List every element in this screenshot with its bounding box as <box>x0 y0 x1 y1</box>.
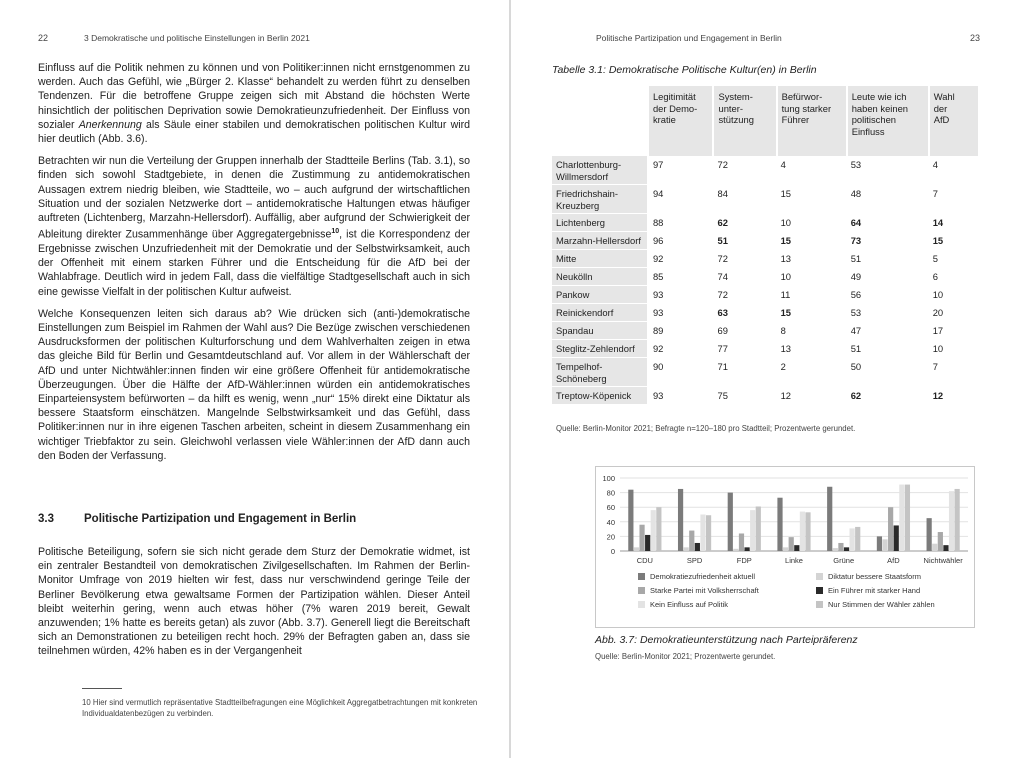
bar-linke-2 <box>789 537 794 551</box>
paragraph <box>38 61 470 146</box>
table-cell: 51 <box>847 250 929 268</box>
section-number: 3.3 <box>38 513 54 525</box>
table-cell: 53 <box>847 156 929 185</box>
district-name-line: Reinickendorf <box>556 307 614 318</box>
table-row <box>552 268 979 286</box>
paragraph <box>38 307 470 463</box>
district-name <box>552 286 648 304</box>
table-cell: 13 <box>777 340 847 358</box>
table-cell: 63 <box>713 304 776 322</box>
legend-label: Starke Partei mit Volksherrschaft <box>650 586 759 595</box>
table-header-row <box>552 86 979 156</box>
bar-grüne-0 <box>827 487 832 551</box>
table-cell: 6 <box>929 268 979 286</box>
x-tick-label: AfD <box>887 556 900 565</box>
table-cell: 84 <box>713 185 776 214</box>
header-cell <box>777 86 847 156</box>
district-name <box>552 185 648 214</box>
table-cell: 89 <box>648 322 714 340</box>
district-name-line: Treptow-Köpenick <box>556 390 632 401</box>
legend-swatch <box>638 587 645 594</box>
y-tick-label: 20 <box>606 532 615 542</box>
table-cell: 51 <box>847 340 929 358</box>
header-line: System- <box>718 91 753 102</box>
header-line: Einfluss <box>851 125 885 137</box>
section-title: Politische Partizipation und Engagement in Berlin <box>84 513 357 525</box>
district-name <box>552 214 648 232</box>
table-cell: 50 <box>847 358 929 387</box>
footnote-ref: 10 <box>331 228 340 236</box>
bar-fdp-3 <box>744 547 749 551</box>
header-line: Legitimität <box>652 91 696 102</box>
header-line: Leute wie ich <box>851 91 907 102</box>
table-cell: 15 <box>777 232 847 250</box>
bar-nichtwähler-5 <box>955 489 960 551</box>
table-cell: 77 <box>713 340 776 358</box>
legend-swatch <box>816 573 823 580</box>
table-cell: 4 <box>929 156 979 185</box>
bar-nichtwähler-1 <box>932 544 937 551</box>
bar-fdp-1 <box>733 549 738 551</box>
table-cell: 51 <box>713 232 776 250</box>
table-cell: 94 <box>648 185 714 214</box>
legend-swatch <box>816 587 823 594</box>
header-cell <box>929 86 979 156</box>
table-cell: 10 <box>929 340 979 358</box>
legend-label: Demokratiezufriedenheit aktuell <box>650 572 756 581</box>
text-segment: Einfluss auf die Politik nehmen zu können und von Politiker:innen nicht ernstgenommen zu werden. Auch das Gefühl, wie „Bürger 2. Klasse“ behandelt zu werden führt zu denselben Tendenzen. Für die betroffene Gruppe zeigen sich mit Abstand die höchsten Werte hinsichtlich der politischen Deprivation sowie Demokratieunzufriedenheit. Der Einfluss von sozialer <box>38 62 470 131</box>
bar-fdp-5 <box>756 506 761 551</box>
table-cell: 92 <box>648 340 714 358</box>
legend-label: Diktatur bessere Staatsform <box>828 572 921 581</box>
table-cell: 93 <box>648 304 714 322</box>
header-line: kratie <box>652 114 676 125</box>
table-cell: 72 <box>713 286 776 304</box>
table-cell: 10 <box>929 286 979 304</box>
text-segment: Betrachten wir nun die Verteilung der Gruppen innerhalb der Stadtteile Berlins (Tab. 3.1), so finden sich sowohl Stadtgebiete, in denen die Zustimmung zu antidemokratischen Aussagen extrem niedrig bleiben, wie Stadtteile, wo – auch aufgrund der wirtschaftlichen Situation und der sozialen Netzwerke dort – antidemokratische Haltungen etwas häufiger auftreten (Lichtenberg, Marzahn-Hellersdorf). Auffällig, aber aufgrund der Schwierigkeit der Ableitung direkter Zusammenhänge über Aggregatergebnisse <box>38 155 470 241</box>
table-cell: 20 <box>929 304 979 322</box>
table-cell: 4 <box>777 156 847 185</box>
header-line: unter- <box>718 102 743 114</box>
bar-grüne-2 <box>838 543 843 551</box>
y-tick-label: 80 <box>606 488 615 498</box>
bar-afd-0 <box>877 536 882 551</box>
district-name-line: Spandau <box>556 325 594 336</box>
district-name <box>552 322 648 340</box>
legend-swatch <box>638 573 645 580</box>
table-cell: 5 <box>929 250 979 268</box>
bar-chart <box>595 466 975 628</box>
x-tick-label: SPD <box>686 556 703 565</box>
bar-cdu-4 <box>651 510 656 551</box>
bar-afd-1 <box>882 539 887 551</box>
table-cell: 64 <box>847 214 929 232</box>
bar-spd-3 <box>695 543 700 551</box>
district-name <box>552 358 648 387</box>
table-cell: 75 <box>713 387 776 405</box>
header-line: der Demo- <box>652 102 698 114</box>
text-segment: als Säule einer stabilen und demokratischen politischen Kultur wird hier deutlich (Abb. 3.6). <box>38 118 470 146</box>
table-row <box>552 322 979 340</box>
bar-afd-4 <box>899 485 904 551</box>
table-row <box>552 340 979 358</box>
bar-cdu-0 <box>628 490 633 551</box>
table-cell: 62 <box>847 387 929 405</box>
text-segment: , ist die Korrespondenz der Ergebnisse zwischen Unzufriedenheit mit der Demokratie und der Selbstwirksamkeit, auch der Offenheit mit einem starken Führer und die Entscheidung für die AfD bei der Wahlabfrage. Deutlich wird in jedem Fall, dass die vielfältige Stadtgesellschaft auch in sich eine gewisse Vielfalt in der politischen Kultur aufweist. <box>38 228 470 298</box>
running-head-right: Politische Partizipation und Engagement in Berlin <box>596 33 782 43</box>
table-cell: 15 <box>777 304 847 322</box>
text-segment: Anerkennung <box>78 118 142 131</box>
text-segment: Welche Konsequenzen leiten sich daraus ab? Wie drücken sich (anti-)demokratische Einstellungen zum Beispiel im Rahmen der Wahl aus? Die Bezüge zwischen verschiedenen Ausdrucksformen der politischen Kulturforschung und dem Wahlverhalten zeigen in etwa das gleiche Bild für Berlin und Gesamtdeutschland auf. Vor allem in der Wählerschaft der AfD und unter Nichtwähler:innen finden wir eine größere Offenheit für antidemokratische Überzeugungen. Über die Hälfte der AfD-Wähler:innen würden ein antidemokratisches Einparteiensystem befürworten – da hilft es wenig, wenn „nur“ 15% direkt eine Diktatur als bessere Staatsform einschätzen. Mangelnde Selbstwirksamkeit und das Gefühl, dass Politiker:innen nur in ihre eigenen Taschen arbeiten, scheint in diesem Zusammenhang ein wichtiger Triebfaktor zu sein. Gleichwohl verlassen viele Wähler:innen der AfD dann auch den Boden der Verfassung. <box>38 307 470 462</box>
bar-linke-0 <box>777 498 782 551</box>
district-name-line: Willmersdorf <box>556 170 609 182</box>
table-cell: 73 <box>847 232 929 250</box>
y-tick-label: 0 <box>610 547 615 556</box>
table-cell: 93 <box>648 387 714 405</box>
bar-spd-5 <box>706 515 711 551</box>
bar-grüne-1 <box>833 548 838 551</box>
bar-afd-2 <box>888 507 893 551</box>
bar-linke-5 <box>805 512 810 551</box>
table-cell: 2 <box>777 358 847 387</box>
table-cell: 49 <box>847 268 929 286</box>
district-name <box>552 250 648 268</box>
x-tick-label: CDU <box>636 556 653 565</box>
table-cell: 12 <box>777 387 847 405</box>
bar-grüne-3 <box>844 547 849 551</box>
table-cell: 93 <box>648 286 714 304</box>
table-row <box>552 232 979 250</box>
table-cell: 96 <box>648 232 714 250</box>
bar-cdu-3 <box>645 535 650 551</box>
district-name-line: Tempelhof- <box>556 361 603 372</box>
bar-fdp-0 <box>728 493 733 551</box>
legend-label: Ein Führer mit starker Hand <box>828 586 921 595</box>
body-text-left <box>38 61 470 471</box>
table-row <box>552 250 979 268</box>
table-cell: 88 <box>648 214 714 232</box>
paragraph <box>38 154 470 299</box>
table-cell: 72 <box>713 156 776 185</box>
table-row <box>552 214 979 232</box>
table-cell: 69 <box>713 322 776 340</box>
district-name <box>552 340 648 358</box>
footnote: 10 Hier sind vermutlich repräsentative Stadtteilbefragungen eine Möglichkeit Aggregatbetrachtungen mit konkreten Individualdatenbezügen zu verbinden. <box>82 698 478 718</box>
table-row <box>552 286 979 304</box>
bar-fdp-4 <box>750 510 755 551</box>
table-row <box>552 185 979 214</box>
section-paragraph: Politische Beteiligung, sofern sie sich nicht gerade dem Sturz der Demokratie widmet, ist ein zentraler Bestandteil von demokratischen Zivilgesellschaften. Im Rahmen der Berlin-Monitor Umfrage von 2019 hielten wir fest, dass nur verschwindend geringe Teile der Berliner Bevölkerung etwa gewaltsame Formen der Partizipation wählen. Dieser Anteil bleibt weiterhin gering, wenn auch etwas höher (7% waren 2019 bereit, Gewalt anzuwenden; 1% hatte es bereits getan) als zuvor (Abb. 3.7). Generell liegt die Bereitschaft sich an Demonstrationen zu beteiligen recht hoch. 29% der Befragten gaben an, dass sie teilnehmen würden, 42% haben es in der Vergangenheit <box>38 546 470 658</box>
section-heading <box>38 513 356 525</box>
x-tick-label: Grüne <box>833 556 855 565</box>
district-table <box>552 86 980 405</box>
table-cell: 92 <box>648 250 714 268</box>
bar-spd-1 <box>684 547 689 551</box>
bar-spd-0 <box>678 489 683 551</box>
legend-label: Nur Stimmen der Wähler zählen <box>828 600 935 609</box>
table-cell: 62 <box>713 214 776 232</box>
table-body <box>552 156 979 405</box>
legend-swatch <box>816 601 823 608</box>
table-row <box>552 358 979 387</box>
district-name-line: Lichtenberg <box>556 217 605 228</box>
table-cell: 71 <box>713 358 776 387</box>
header-line: politischen <box>851 114 897 125</box>
table-cell: 15 <box>929 232 979 250</box>
table-cell: 47 <box>847 322 929 340</box>
bar-nichtwähler-2 <box>938 532 943 551</box>
y-tick-label: 60 <box>606 503 615 513</box>
district-name <box>552 156 648 185</box>
y-tick-label: 100 <box>602 474 615 483</box>
header-line: haben keinen <box>851 102 909 114</box>
table-cell: 53 <box>847 304 929 322</box>
legend-label: Kein Einfluss auf Politik <box>650 600 728 609</box>
header-line: Wahl <box>933 91 955 102</box>
table-cell: 13 <box>777 250 847 268</box>
figure-source: Quelle: Berlin-Monitor 2021; Prozentwerte gerundet. <box>595 652 776 661</box>
header-line: AfD <box>933 114 950 125</box>
table-cell: 10 <box>777 268 847 286</box>
table-cell: 8 <box>777 322 847 340</box>
table-cell: 11 <box>777 286 847 304</box>
table-cell: 74 <box>713 268 776 286</box>
district-name <box>552 304 648 322</box>
figure-caption: Abb. 3.7: Demokratieunterstützung nach Parteipräferenz <box>595 634 858 646</box>
district-name-line: Marzahn-Hellersdorf <box>556 235 641 246</box>
page-number-right: 23 <box>970 33 981 43</box>
bar-grüne-4 <box>850 528 855 551</box>
district-name-line: Mitte <box>556 253 577 264</box>
x-tick-label: Nichtwähler <box>923 556 963 565</box>
running-head-left: 3 Demokratische und politische Einstellungen in Berlin 2021 <box>84 33 310 43</box>
bar-fdp-2 <box>739 533 744 551</box>
table-cell: 7 <box>929 358 979 387</box>
table-cell: 14 <box>929 214 979 232</box>
district-name <box>552 387 648 405</box>
table-caption: Tabelle 3.1: Demokratische Politische Kultur(en) in Berlin <box>552 64 817 76</box>
district-name-line: Charlottenburg- <box>556 159 622 170</box>
header-cell-empty <box>552 86 648 156</box>
header-cell <box>847 86 929 156</box>
table-row <box>552 156 979 185</box>
header-line: tung starker <box>781 102 832 114</box>
table-cell: 72 <box>713 250 776 268</box>
chart-svg <box>596 467 974 627</box>
bar-cdu-5 <box>656 507 661 551</box>
legend-swatch <box>638 601 645 608</box>
page-number-left: 22 <box>38 33 49 43</box>
table-cell: 10 <box>777 214 847 232</box>
bar-linke-4 <box>800 512 805 551</box>
table-cell: 48 <box>847 185 929 214</box>
bar-spd-4 <box>700 515 705 552</box>
table-cell: 7 <box>929 185 979 214</box>
bar-cdu-2 <box>639 525 644 551</box>
table-cell: 17 <box>929 322 979 340</box>
bar-cdu-1 <box>634 547 639 551</box>
bar-afd-3 <box>894 525 899 551</box>
district-name-line: Friedrichshain- <box>556 188 618 199</box>
bar-nichtwähler-3 <box>943 545 948 551</box>
table-source: Quelle: Berlin-Monitor 2021; Befragte n=120–180 pro Stadtteil; Prozentwerte gerundet. <box>556 424 856 433</box>
bar-linke-3 <box>794 545 799 551</box>
table-cell: 97 <box>648 156 714 185</box>
footnote-rule <box>82 688 122 689</box>
header-line: Befürwor- <box>781 91 823 102</box>
district-name-line: Steglitz-Zehlendorf <box>556 343 635 354</box>
bar-spd-2 <box>689 531 694 551</box>
section-body <box>38 545 470 667</box>
header-line: Führer <box>781 114 810 125</box>
y-tick-label: 40 <box>606 517 615 527</box>
header-cell <box>648 86 714 156</box>
district-name-line: Schöneberg <box>556 372 607 384</box>
header-line: stützung <box>718 114 754 125</box>
bar-nichtwähler-0 <box>927 518 932 551</box>
bar-grüne-5 <box>855 527 860 551</box>
district-name <box>552 268 648 286</box>
table-row <box>552 304 979 322</box>
district-name-line: Kreuzberg <box>556 199 600 211</box>
table-row <box>552 387 979 405</box>
table-cell: 85 <box>648 268 714 286</box>
table-cell: 90 <box>648 358 714 387</box>
district-name <box>552 232 648 250</box>
x-tick-label: FDP <box>736 556 752 565</box>
bar-linke-1 <box>783 547 788 551</box>
x-tick-label: Linke <box>785 556 803 565</box>
table-cell: 12 <box>929 387 979 405</box>
district-name-line: Neukölln <box>556 271 593 282</box>
district-name-line: Pankow <box>556 289 590 300</box>
bar-nichtwähler-4 <box>949 491 954 551</box>
table-cell: 15 <box>777 185 847 214</box>
header-cell <box>713 86 776 156</box>
header-line: der <box>933 102 948 114</box>
bar-afd-5 <box>905 485 910 551</box>
table-cell: 56 <box>847 286 929 304</box>
